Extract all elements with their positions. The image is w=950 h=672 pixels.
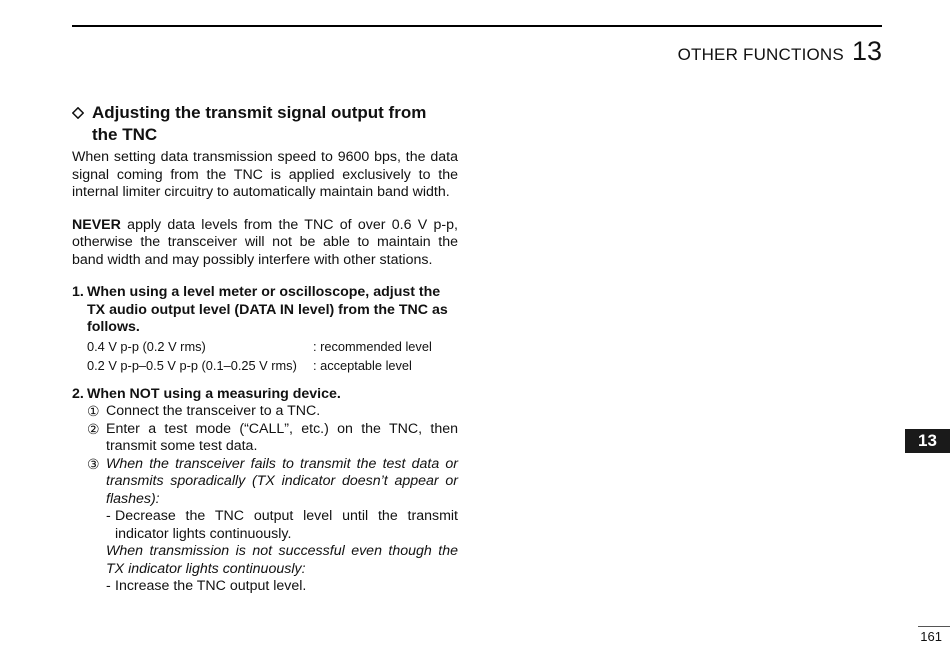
level-value: 0.2 V p-p–0.5 V p-p (0.1–0.25 V rms) xyxy=(87,357,297,373)
diamond-icon xyxy=(72,107,84,119)
intro-paragraph: When setting data transmission speed to 9600 bps, the data signal coming from the TNC is applied exclusively to the internal limiter circuitry to automatically maintain band width. xyxy=(72,149,458,200)
step-2-text: When NOT using a measuring device. xyxy=(87,385,341,402)
dash-marker: - xyxy=(106,578,111,594)
chapter-side-tab: 13 xyxy=(905,429,950,453)
level-description: : recommended level xyxy=(313,338,432,354)
page-number: 161 xyxy=(920,629,942,644)
level-description: : acceptable level xyxy=(313,357,412,373)
step-2-number: 2. xyxy=(72,385,84,402)
substep-3-text: When the transceiver fails to transmit the test data or transmits sporadically (TX indicator doesn’t appear or flashes): xyxy=(106,455,458,507)
substep-1-text: Connect the transceiver to a TNC. xyxy=(106,403,321,419)
dash-item-1 xyxy=(72,508,458,543)
chapter-title: OTHER FUNCTIONS xyxy=(677,45,844,64)
level-row xyxy=(87,356,458,375)
heading-line-2: the TNC xyxy=(92,125,158,144)
step-1-number: 1. xyxy=(72,284,84,300)
level-list xyxy=(72,337,458,375)
level-row xyxy=(87,337,458,356)
warning-label: NEVER xyxy=(72,216,121,233)
main-column xyxy=(72,102,458,596)
dash-marker: - xyxy=(106,508,111,524)
chapter-header xyxy=(678,36,882,67)
step-2 xyxy=(72,386,458,404)
header-rule xyxy=(72,25,882,27)
step-1 xyxy=(72,284,458,337)
substep-2-mark: ② xyxy=(87,420,100,437)
dash-item-2-text: Increase the TNC output level. xyxy=(115,578,307,594)
substep-2 xyxy=(72,421,458,456)
footer-rule xyxy=(918,626,950,627)
step-1-text: When using a level meter or oscilloscope, adjust the TX audio output level (DATA IN level) from the TNC as follows. xyxy=(87,284,448,335)
warning-paragraph xyxy=(72,217,458,270)
italic-condition: When transmission is not successful even though the TX indicator lights continuously: xyxy=(106,543,458,577)
substep-3-mark: ③ xyxy=(87,455,100,472)
substep-1 xyxy=(72,403,458,421)
substep-3 xyxy=(72,456,458,509)
chapter-number: 13 xyxy=(851,36,882,66)
substep-2-text: Enter a test mode (“CALL”, etc.) on the TNC, then transmit some test data. xyxy=(106,420,458,454)
level-value: 0.4 V p-p (0.2 V rms) xyxy=(87,338,206,354)
dash-item-1-text: Decrease the TNC output level until the transmit indicator lights continuously. xyxy=(115,508,458,542)
dash-item-2 xyxy=(72,578,458,596)
warning-text: apply data levels from the TNC of over 0.6 V p-p, otherwise the transceiver will not be able to maintain the band width and may possibly interfere with other stations. xyxy=(72,216,458,268)
section-heading xyxy=(72,102,458,146)
heading-line-1: Adjusting the transmit signal output from xyxy=(92,103,427,122)
substep-1-mark: ① xyxy=(87,403,100,419)
